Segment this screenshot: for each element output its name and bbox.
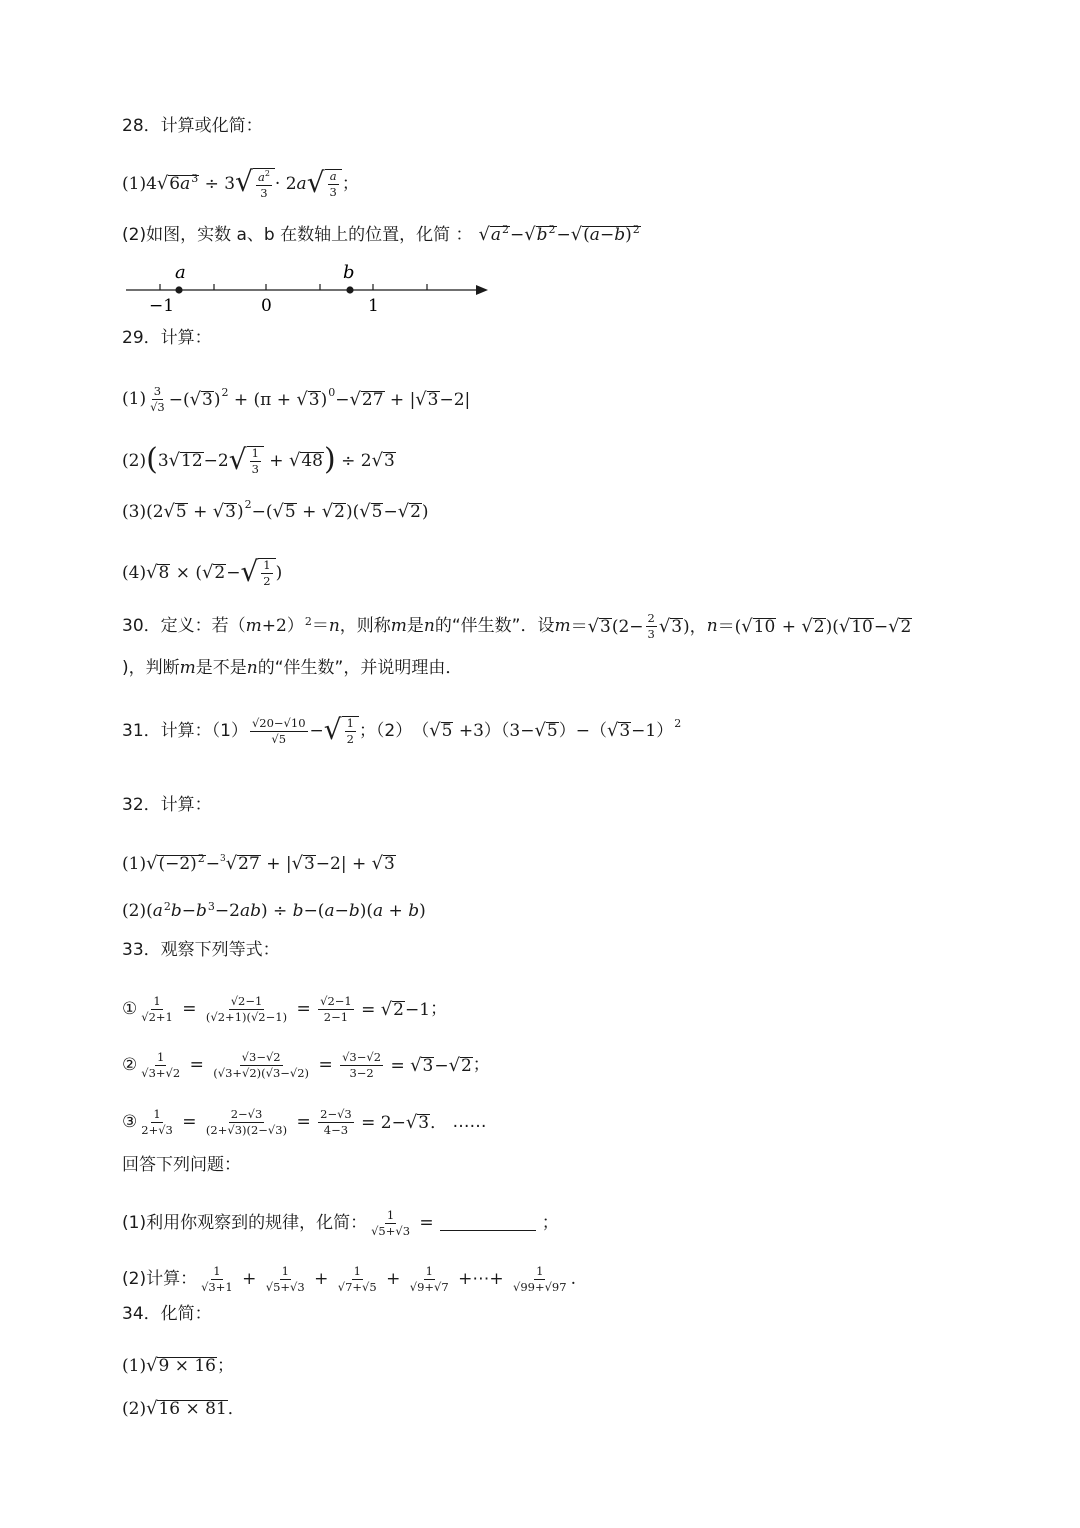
label-1: 1 <box>368 296 379 316</box>
label-b: b <box>343 262 355 283</box>
q29-title: 29．计算： <box>122 328 212 348</box>
q29-part1: (1) $\frac{3}{√3}$ −( √ 3 )$^2$ + (π + √ 3 )$^0$ − √ 27 + | √ 3 −2| <box>122 384 471 415</box>
q33-eq1: ① $\frac{1}{√2+1}$ = $\frac{√2-1}{(√2+1)(√2-1)}$ = $\frac{√2-1}{2-1}$ = √ 2 −1 ； <box>122 994 448 1025</box>
q31-sep: ；（2） <box>358 720 413 741</box>
point-a <box>175 286 182 293</box>
point-b <box>346 286 353 293</box>
q28-part1: (1)4 √ 6 a 3 ÷ 3 √ $\frac{a^2}{3}$ · 2a √ $\frac{a}{3}$ ； <box>122 165 359 201</box>
label-minus-1: −1 <box>149 296 175 316</box>
q31-lead: 31．计算：（1） <box>122 720 248 741</box>
q34-part1: (1) √ 9 × 16 ； <box>122 1355 234 1376</box>
q29-part2: (2) ( 3 √ 12 −2 √ $\frac{1}{3}$ + √ 48 ) ÷ 2 √ 3 <box>122 442 395 478</box>
q33-answer-prompt: 回答下列问题： <box>122 1155 241 1175</box>
q30-line2: )，判断 m 是不是 n 的“伴生数”，并说明理由． <box>122 658 463 678</box>
answer-blank[interactable] <box>440 1216 536 1231</box>
label-0: 0 <box>261 296 272 316</box>
number-line-arrow <box>476 285 488 295</box>
label-a: a <box>175 262 186 283</box>
q31-line: 31．计算：（1） $\frac{√20-√10}{√5}$ − √ $\frac{1}{2}$ ；（2） （ √ 5 +3）（3− √ 5 ）−（ √ 3 −1）$^2$ <box>122 713 682 747</box>
q29-part4: (4) √ 8 × ( √ 2 − √ $\frac{1}{2}$ ) <box>122 555 283 589</box>
q34-title: 34．化简： <box>122 1304 212 1324</box>
q33-eq2: ② $\frac{1}{√3+√2}$ = $\frac{√3-√2}{(√3+√2)(√3-√2)}$ = $\frac{√3-√2}{3-2}$ = √ 3 − √ 2 ； <box>122 1050 490 1081</box>
q32-title: 32．计算： <box>122 795 212 815</box>
q32-part2: $(2)(a^2b-b^3-2ab) \div b-(a-b)(a + b)$ <box>122 900 426 921</box>
q28-part2-expression: √ a 2 − √ b 2 − √ ( a − b ) 2 <box>478 223 640 245</box>
q32-part1: (1) √ (−2) 2 −$^3$ √ 27 + | √ 3 −2| + √ 3 <box>122 852 395 874</box>
q33-title: 33．观察下列等式： <box>122 940 280 960</box>
q33-part1: (1)利用你观察到的规律，化简： $\frac{1}{√5+√3}$ = ； <box>122 1208 559 1239</box>
q28-number-line <box>120 258 500 318</box>
q28-title: 28．计算或化简： <box>122 116 263 136</box>
q34-part2: (2) √ 16 × 81 ． <box>122 1398 245 1419</box>
q33-eq3: ③ $\frac{1}{2+√3}$ = $\frac{2-√3}{(2+√3)(2-√3)}$ = $\frac{2-√3}{4-3}$ = 2− √ 3 ． …… <box>122 1107 487 1138</box>
q30-line1: 30．定义：若（ m +2） 2 ＝ n ，则称 m 是 n 的“伴生数”．设 m ＝ √ 3 (2− $\frac{2}{3}$ √ 3 )， n ＝( √ 10 + √ 2 )( √ 10 − √ 2 <box>122 611 912 642</box>
q28-part2-text: (2)如图，实数 a、b 在数轴上的位置，化简 ： <box>122 224 473 245</box>
q29-part3: (3)(2 √ 5 + √ 3 )$^2$ −( √ 5 + √ 2 )( √ 5 − √ 2 ) <box>122 498 429 522</box>
q28-part2 <box>122 223 641 245</box>
q33-part2: (2)计算： $\frac{1}{√3+1}$ + $\frac{1}{√5+√3}$ + $\frac{1}{√7+√5}$ + $\frac{1}{√9+√7}$ +⋯+ $\frac{1}{√99+√97}$ . <box>122 1264 576 1295</box>
